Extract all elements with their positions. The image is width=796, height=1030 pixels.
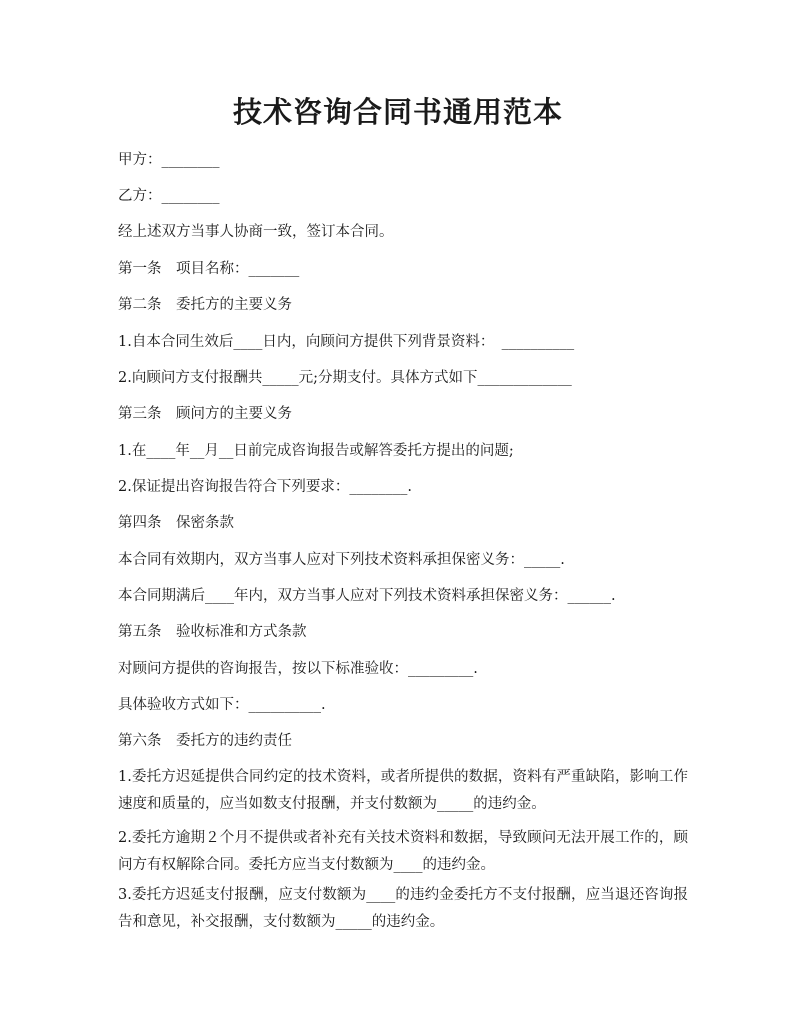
document-title: 技术咨询合同书通用范本 [232, 95, 563, 129]
article-1-heading: 第一条 项目名称：_______ [118, 261, 300, 277]
agreement-intro: 经上述双方当事人协商一致，签订本合同。 [118, 224, 394, 240]
article-5-heading: 第五条 验收标准和方式条款 [118, 624, 307, 640]
article-4-clause-2: 本合同期满后____年内，双方当事人应对下列技术资料承担保密义务：______. [118, 588, 616, 604]
article-3-item-1: 1.在____年__月__日前完成咨询报告或解答委托方提出的问题; [118, 443, 514, 459]
article-2-item-1: 1.自本合同生效后____日内，向顾问方提供下列背景资料： __________ [118, 334, 575, 350]
article-5-clause-1: 对顾问方提供的咨询报告，按以下标准验收：_________. [118, 661, 478, 677]
party-a-line: 甲方：________ [118, 152, 220, 168]
article-3-heading: 第三条 顾问方的主要义务 [118, 406, 292, 422]
article-4-heading: 第四条 保密条款 [118, 515, 234, 531]
article-2-heading: 第二条 委托方的主要义务 [118, 297, 292, 313]
article-6-heading: 第六条 委托方的违约责任 [118, 733, 292, 749]
article-2-item-2: 2.向顾问方支付报酬共_____元;分期支付。具体方式如下_____________ [118, 370, 572, 386]
article-3-item-2: 2.保证提出咨询报告符合下列要求：________. [118, 479, 412, 495]
article-5-clause-2: 具体验收方式如下：__________. [118, 697, 326, 713]
article-6-item-1: 1.委托方迟延提供合同约定的技术资料，或者所提供的数据，资料有严重缺陷，影响工作速度和质量的，应当如数支付报酬，并支付数额为_____的违约金。 [118, 769, 688, 812]
article-6-item-3: 3.委托方迟延支付报酬，应支付数额为____的违约金委托方不支付报酬，应当退还咨询报告和意见，补交报酬，支付数额为_____的违约金。 [118, 887, 688, 930]
party-b-line: 乙方：________ [118, 188, 220, 204]
article-4-clause-1: 本合同有效期内，双方当事人应对下列技术资料承担保密义务：_____. [118, 552, 565, 568]
article-6-item-2: 2.委托方逾期２个月不提供或者补充有关技术资料和数据，导致顾问无法开展工作的，顾问方有权解除合同。委托方应当支付数额为____的违约金。 [118, 830, 688, 873]
